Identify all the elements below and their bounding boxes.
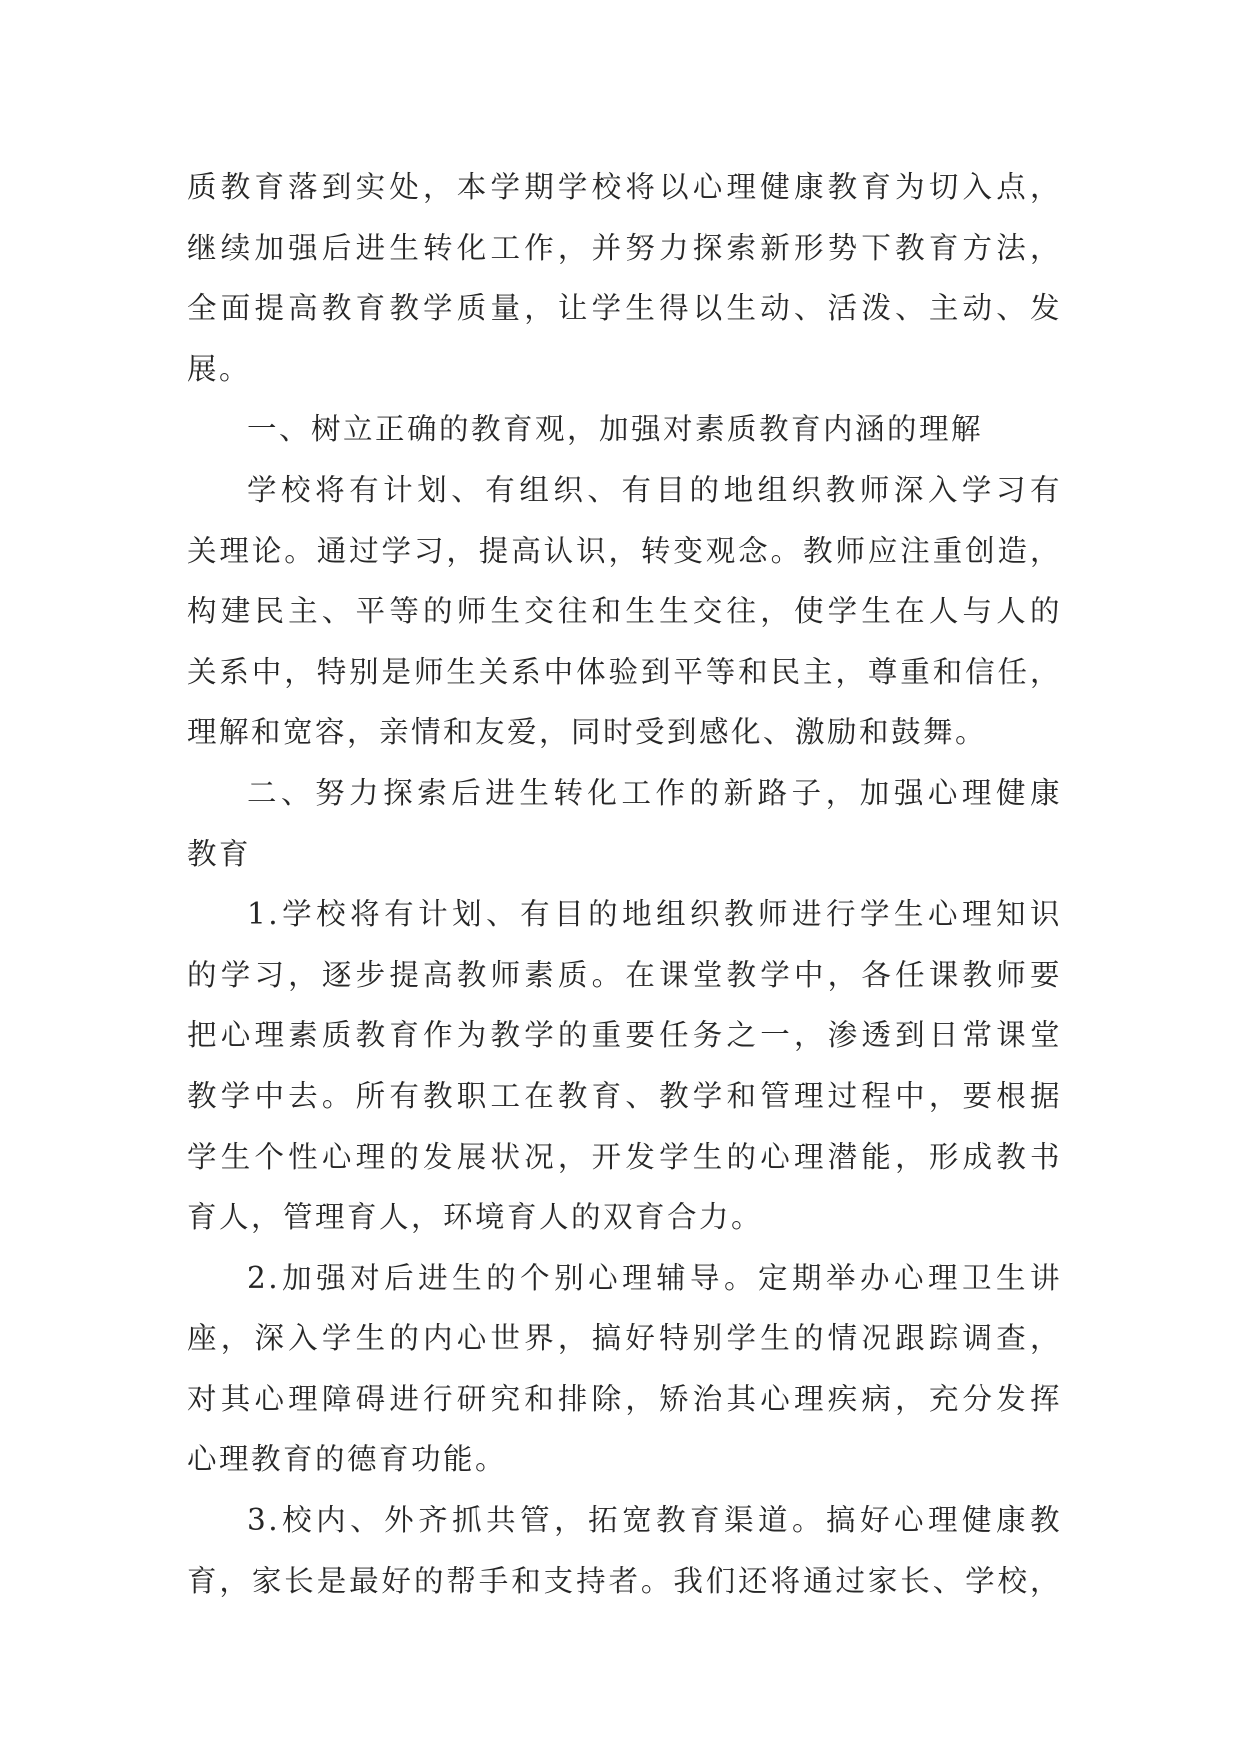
text-line: 学生个性心理的发展状况，开发学生的心理潜能，形成教书 [187,1139,1062,1174]
text-line: 二、努力探索后进生转化工作的新路子，加强心理健康 [247,775,1062,810]
text-line: 质教育落到实处，本学期学校将以心理健康教育为切入点， [187,170,1062,204]
text-line: 座，深入学生的内心世界，搞好特别学生的情况跟踪调查， [187,1321,1062,1356]
text-line: 3.校内、外齐抓共管，拓宽教育渠道。搞好心理健康教 [247,1503,1062,1538]
text-line: 关系中，特别是师生关系中体验到平等和民主，尊重和信任， [187,654,1062,689]
text-line: 2.加强对后进生的个别心理辅导。定期举办心理卫生讲 [247,1260,1062,1295]
text-line: 把心理素质教育作为教学的重要任务之一，渗透到日常课堂 [187,1018,1062,1053]
text-line: 展。 [187,351,252,386]
text-line: 育，家长是最好的帮手和支持者。我们还将通过家长、学校， [187,1563,1062,1598]
text-line: 理解和宽容，亲情和友爱，同时受到感化、激励和鼓舞。 [187,715,988,750]
text-line: 1.学校将有计划、有目的地组织教师进行学生心理知识 [247,897,1062,932]
text-line: 构建民主、平等的师生交往和生生交往，使学生在人与人的 [187,594,1062,629]
text-line: 教学中去。所有教职工在教育、教学和管理过程中，要根据 [187,1078,1062,1113]
text-line: 关理论。通过学习，提高认识，转变观念。教师应注重创造， [187,533,1062,568]
text-line: 心理教育的德育功能。 [187,1442,508,1477]
document-body [187,157,1062,1611]
text-line: 全面提高教育教学质量，让学生得以生动、活泼、主动、发 [187,291,1062,326]
text-line: 学校将有计划、有组织、有目的地组织教师深入学习有 [247,472,1062,507]
text-line: 继续加强后进生转化工作，并努力探索新形势下教育方法， [187,230,1062,265]
text-line: 教育 [187,836,252,871]
text-line: 育人，管理育人，环境育人的双育合力。 [187,1200,764,1235]
text-line: 的学习，逐步提高教师素质。在课堂教学中，各任课教师要 [187,957,1062,992]
text-line: 对其心理障碍进行研究和排除，矫治其心理疾病，充分发挥 [187,1381,1062,1416]
text-line: 一、树立正确的教育观，加强对素质教育内涵的理解 [247,412,984,447]
